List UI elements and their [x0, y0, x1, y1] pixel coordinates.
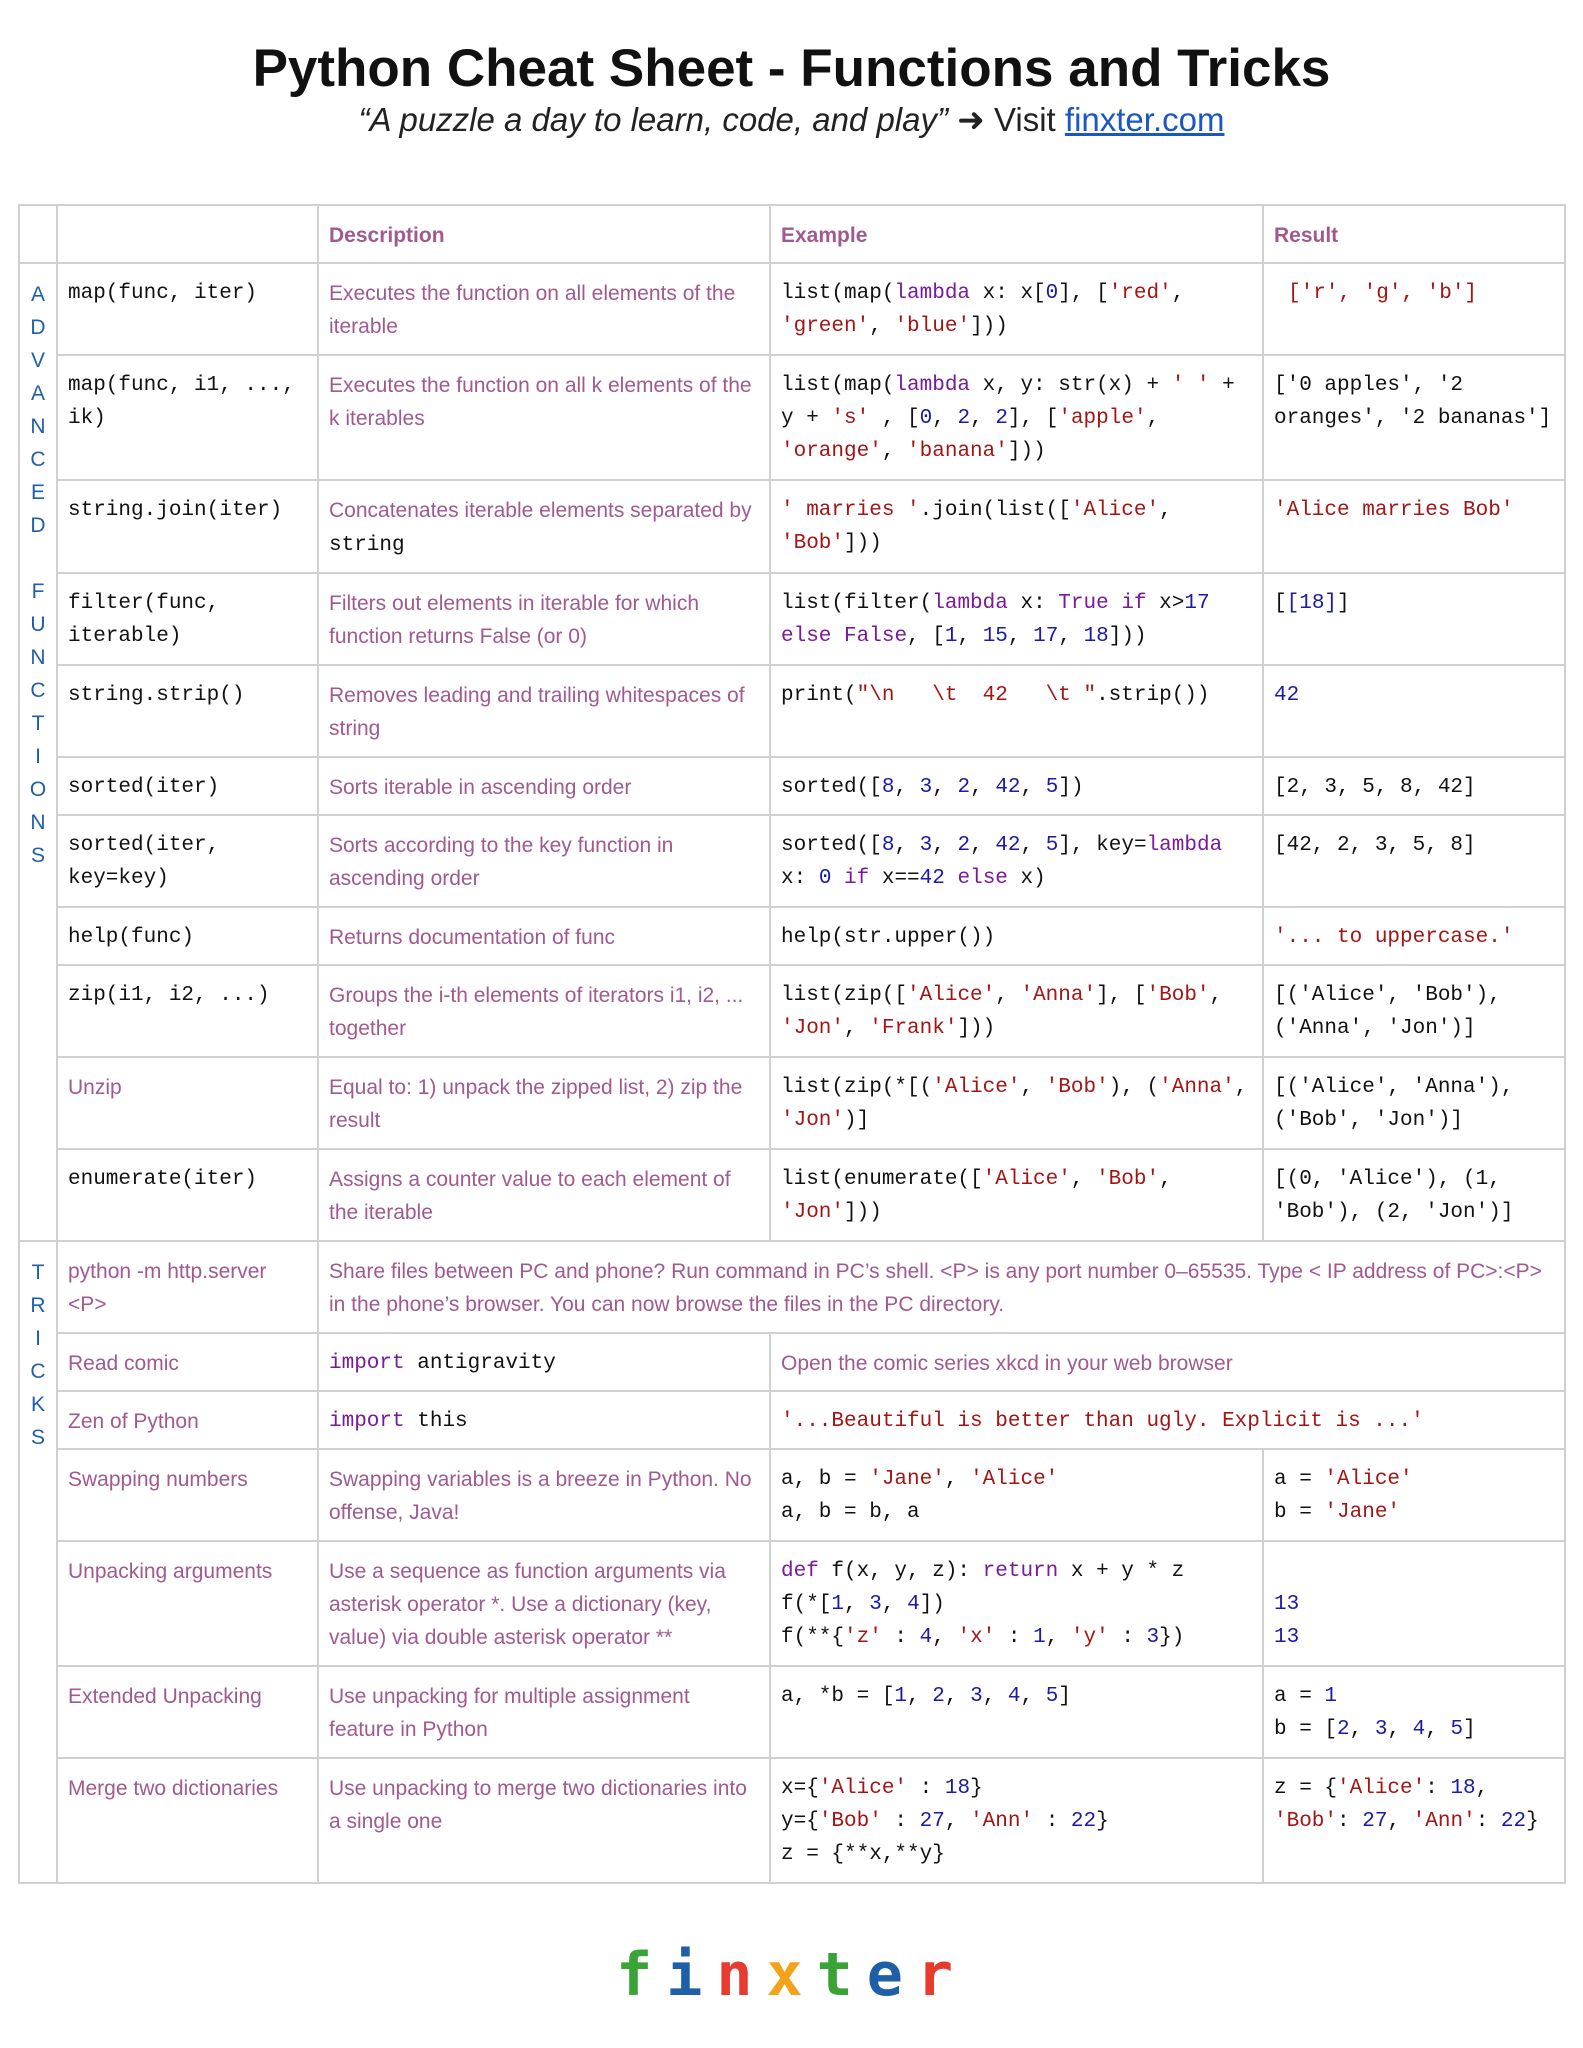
result-text: [('Alice', 'Anna'), ('Bob', 'Jon')]	[1274, 1076, 1514, 1132]
page-title: Python Cheat Sheet - Functions and Tricks	[252, 39, 1331, 98]
result-value	[1263, 480, 1565, 573]
side-letter: C	[30, 448, 46, 471]
side-letter: N	[30, 415, 46, 438]
result-value: z = {'Alice': 18, 'Bob': 27, 'Ann': 22}	[1263, 1758, 1565, 1883]
result-value: a = 'Alice' b = 'Jane'	[1263, 1449, 1565, 1541]
side-letter: O	[29, 778, 47, 801]
header-name-cell	[57, 205, 318, 263]
result-text: 42	[1274, 684, 1300, 707]
function-name: map(func, iter)	[57, 263, 318, 355]
table-row	[19, 1541, 1565, 1666]
side-letter: E	[30, 481, 45, 504]
table-row	[19, 907, 1565, 965]
header-row	[19, 205, 1565, 263]
result-text: 13	[1274, 1626, 1300, 1649]
side-letter: S	[30, 1426, 45, 1449]
result-text: '... to uppercase.'	[1274, 926, 1514, 949]
tagline: “A puzzle a day to learn, code, and play”	[358, 101, 948, 138]
result-text: [18]	[1286, 592, 1338, 615]
table-row	[19, 1241, 1565, 1333]
module-name: this	[417, 1410, 468, 1433]
code-example	[318, 1391, 770, 1449]
trick-name: Extended Unpacking	[57, 1666, 318, 1758]
logo-letter: e	[866, 1940, 917, 2010]
page-subtitle	[0, 100, 1583, 139]
result-value	[1263, 665, 1565, 757]
side-letter	[20, 542, 56, 575]
side-letter: A	[30, 382, 45, 405]
function-name: filter(func, iterable)	[57, 573, 318, 665]
table-row	[19, 355, 1565, 480]
description-text: Concatenates iterable elements separated by	[329, 499, 752, 522]
table-row	[19, 1391, 1565, 1449]
code-example: a, b = 'Jane', 'Alice' a, b = b, a	[770, 1449, 1263, 1541]
result-value	[1263, 815, 1565, 907]
table-row	[19, 965, 1565, 1057]
function-description	[318, 480, 770, 573]
finxter-logo	[0, 1940, 1583, 2010]
arrow-icon: ➜	[957, 101, 985, 138]
code-example: list(zip(*[('Alice', 'Bob'), ('Anna', 'Jon')]	[770, 1057, 1263, 1149]
code-example: list(map(lambda x: x[0], ['red', 'green', 'blue']))	[770, 263, 1263, 355]
code-example: ' marries '.join(list(['Alice', 'Bob']))	[770, 480, 1263, 573]
result-value	[1263, 965, 1565, 1057]
table-row	[19, 757, 1565, 815]
function-description: Filters out elements in iterable for which function returns False (or 0)	[318, 573, 770, 665]
table-row	[19, 815, 1565, 907]
table-row	[19, 1149, 1565, 1241]
trick-name: Merge two dictionaries	[57, 1758, 318, 1883]
function-description: Sorts iterable in ascending order	[318, 757, 770, 815]
result-value	[1263, 263, 1565, 355]
side-letter: T	[31, 1261, 45, 1284]
logo-letter: r	[916, 1940, 967, 2010]
code-example: list(enumerate(['Alice', 'Bob', 'Jon']))	[770, 1149, 1263, 1241]
side-letter: C	[30, 1360, 46, 1383]
result-value: a = 1 b = [2, 3, 4, 5]	[1263, 1666, 1565, 1758]
table-row	[19, 1449, 1565, 1541]
trick-name: python -m http.server <P>	[57, 1241, 318, 1333]
result-value	[1263, 1541, 1565, 1666]
result-value	[770, 1391, 1565, 1449]
description-code: string	[329, 534, 405, 557]
result-value: [[18]]	[1263, 573, 1565, 665]
result-value	[1263, 1057, 1565, 1149]
trick-description: Share files between PC and phone? Run command in PC’s shell. <P> is any port number 0–65535. Type < IP address of PC>:<P> in the phone’s browser. You can now browse the files in the PC directory.	[318, 1241, 1565, 1333]
logo-letter: x	[766, 1940, 817, 2010]
function-description: Executes the function on all k elements of the k iterables	[318, 355, 770, 480]
trick-name: Zen of Python	[57, 1391, 318, 1449]
function-description: Sorts according to the key function in ascending order	[318, 815, 770, 907]
result-text: ['r', 'g', 'b']	[1288, 282, 1478, 305]
side-letter: C	[30, 679, 46, 702]
side-letter: K	[30, 1393, 45, 1416]
function-name: string.join(iter)	[57, 480, 318, 573]
side-letter: F	[31, 580, 45, 603]
result-value	[1263, 1149, 1565, 1241]
code-example: x={'Alice' : 18} y={'Bob' : 27, 'Ann' : 22} z = {**x,**y}	[770, 1758, 1263, 1883]
table-row	[19, 1333, 1565, 1391]
function-name: string.strip()	[57, 665, 318, 757]
code-example	[318, 1333, 770, 1391]
visit-text: Visit	[993, 101, 1056, 138]
function-name: Unzip	[57, 1057, 318, 1149]
function-name: sorted(iter, key=key)	[57, 815, 318, 907]
side-letter: N	[30, 646, 46, 669]
finxter-link[interactable]: finxter.com	[1064, 101, 1225, 138]
function-name: sorted(iter)	[57, 757, 318, 815]
table-row	[19, 1758, 1565, 1883]
logo-letter: i	[666, 1940, 717, 2010]
trick-description: Use unpacking for multiple assignment feature in Python	[318, 1666, 770, 1758]
keyword: import	[329, 1410, 405, 1433]
code-example: print("\n \t 42 \t ".strip())	[770, 665, 1263, 757]
code-example: sorted([8, 3, 2, 42, 5])	[770, 757, 1263, 815]
function-description: Executes the function on all elements of the iterable	[318, 263, 770, 355]
result-value	[1263, 907, 1565, 965]
trick-description: Swapping variables is a breeze in Python. No offense, Java!	[318, 1449, 770, 1541]
side-letter: D	[30, 316, 46, 339]
result-text: 13	[1274, 1593, 1300, 1616]
table-row	[19, 480, 1565, 573]
table-row	[19, 263, 1565, 355]
function-name: map(func, i1, ..., ik)	[57, 355, 318, 480]
code-example: list(zip(['Alice', 'Anna'], ['Bob', 'Jon', 'Frank']))	[770, 965, 1263, 1057]
side-label-advanced-functions	[19, 263, 57, 1241]
trick-description: Use a sequence as function arguments via asterisk operator *. Use a dictionary (key, value) via double asterisk operator **	[318, 1541, 770, 1666]
function-description: Returns documentation of func	[318, 907, 770, 965]
trick-name: Swapping numbers	[57, 1449, 318, 1541]
side-letter: N	[30, 811, 46, 834]
keyword: import	[329, 1352, 405, 1375]
result-text: [('Alice', 'Bob'), ('Anna', 'Jon')]	[1274, 984, 1501, 1040]
result-value	[1263, 355, 1565, 480]
result-text: '...Beautiful is better than ugly. Explicit is ...'	[781, 1410, 1424, 1433]
logo-letter: f	[616, 1940, 667, 2010]
trick-description: Open the comic series xkcd in your web browser	[770, 1333, 1565, 1391]
code-example: help(str.upper())	[770, 907, 1263, 965]
result-text: [42, 2, 3, 5, 8]	[1274, 834, 1476, 857]
trick-name: Read comic	[57, 1333, 318, 1391]
side-letter: T	[31, 712, 45, 735]
header-description: Description	[318, 205, 770, 263]
function-description: Groups the i-th elements of iterators i1, i2, ... together	[318, 965, 770, 1057]
table-row	[19, 1057, 1565, 1149]
code-example: list(filter(lambda x: True if x>17 else False, [1, 15, 17, 18]))	[770, 573, 1263, 665]
function-name: zip(i1, i2, ...)	[57, 965, 318, 1057]
side-letter: U	[30, 613, 46, 636]
module-name: antigravity	[417, 1352, 556, 1375]
function-name: enumerate(iter)	[57, 1149, 318, 1241]
logo-letter: t	[816, 1940, 867, 2010]
result-text: [(0, 'Alice'), (1, 'Bob'), (2, 'Jon')]	[1274, 1168, 1514, 1224]
function-description: Removes leading and trailing whitespaces of string	[318, 665, 770, 757]
side-letter: V	[30, 349, 45, 372]
table-row	[19, 1666, 1565, 1758]
code-example: list(map(lambda x, y: str(x) + ' ' + y + 's' , [0, 2, 2], ['apple', 'orange', 'banana']))	[770, 355, 1263, 480]
trick-name: Unpacking arguments	[57, 1541, 318, 1666]
header-side-cell	[19, 205, 57, 263]
cheat-sheet-table	[18, 204, 1566, 1884]
header-result: Result	[1263, 205, 1565, 263]
trick-description: Use unpacking to merge two dictionaries into a single one	[318, 1758, 770, 1883]
logo-letter: n	[716, 1940, 767, 2010]
function-description: Equal to: 1) unpack the zipped list, 2) zip the result	[318, 1057, 770, 1149]
side-letter: I	[35, 1327, 41, 1350]
side-label-tricks	[19, 1241, 57, 1883]
result-text: [2, 3, 5, 8, 42]	[1274, 776, 1476, 799]
result-text: ['0 apples', '2 oranges', '2 bananas']	[1274, 374, 1552, 430]
function-name: help(func)	[57, 907, 318, 965]
side-letter: I	[35, 745, 41, 768]
side-letter: D	[30, 514, 46, 537]
result-text: 'Alice marries Bob'	[1274, 499, 1514, 522]
side-letter: A	[30, 283, 45, 306]
table-row	[19, 665, 1565, 757]
code-example: def f(x, y, z): return x + y * z f(*[1, 3, 4]) f(**{'z' : 4, 'x' : 1, 'y' : 3})	[770, 1541, 1263, 1666]
table-row	[19, 573, 1565, 665]
header-example: Example	[770, 205, 1263, 263]
code-example: a, *b = [1, 2, 3, 4, 5]	[770, 1666, 1263, 1758]
side-letter: R	[30, 1294, 46, 1317]
code-example: sorted([8, 3, 2, 42, 5], key=lambda x: 0 if x==42 else x)	[770, 815, 1263, 907]
function-description: Assigns a counter value to each element of the iterable	[318, 1149, 770, 1241]
result-value	[1263, 757, 1565, 815]
side-letter: S	[30, 844, 45, 867]
